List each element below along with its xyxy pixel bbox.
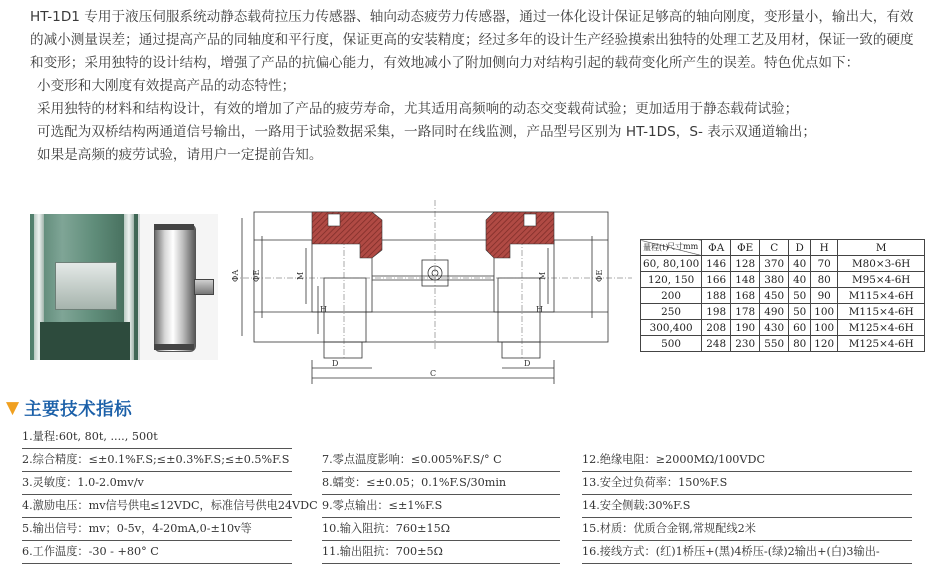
spec-item: 16.接线方式：(红)1桥压+(黑)4桥压-(绿)2输出+(白)3输出- (582, 541, 912, 564)
cell-value: 490 (760, 304, 789, 320)
table-header-row (641, 240, 925, 256)
cell-value: 208 (702, 320, 731, 336)
spec-row (22, 472, 912, 495)
label-phi-a: ΦA (231, 269, 240, 282)
cell-value: 550 (760, 336, 789, 352)
spec-row (22, 541, 912, 564)
label-phi-e-right: ΦE (595, 269, 604, 282)
cell-value: 40 (789, 272, 811, 288)
label-d-right: D (524, 359, 531, 368)
cell-value: 100 (811, 320, 838, 336)
spec-item: 11.输出阻抗：700±5Ω (322, 541, 560, 564)
cell-range: 200 (641, 288, 702, 304)
cell-range: 300,400 (641, 320, 702, 336)
feature-item: 采用独特的材料和结构设计，有效的增加了产品的疲劳寿命，尤其适用高频响的动态交变载荷试验；更加适用于静态载荷试验； (37, 101, 799, 117)
machine-crosshead (55, 262, 117, 310)
dimensions-table (640, 239, 925, 352)
label-d-left: D (332, 359, 339, 368)
column-header: M (838, 240, 925, 256)
sensor-photo (140, 214, 218, 360)
label-m-right: M (538, 271, 547, 280)
cell-value: M115×4-6H (838, 304, 925, 320)
cell-value: 380 (760, 272, 789, 288)
sensor-body (154, 224, 196, 352)
corner-bottom-label: 量程(t) (643, 243, 669, 252)
spec-list (22, 426, 912, 564)
column-header: H (811, 240, 838, 256)
cell-value: 120 (811, 336, 838, 352)
cell-value: 50 (789, 288, 811, 304)
spec-item: 1.量程:60t, 80t, ...., 500t (22, 426, 292, 449)
spec-item: 6.工作温度：-30 - +80° C (22, 541, 292, 564)
spec-item: 13.安全过负荷率：150%F.S (582, 472, 912, 495)
table-corner-cell (641, 240, 702, 256)
cell-value: 450 (760, 288, 789, 304)
sensor-outline (254, 212, 608, 342)
column-header: ΦA (702, 240, 731, 256)
spec-row (22, 426, 912, 449)
feature-item: 如果是高频的疲劳试验，请用户一定提前告知。 (37, 147, 323, 163)
table-row (641, 304, 925, 320)
table-row (641, 272, 925, 288)
cell-value: 190 (731, 320, 760, 336)
cell-value: 80 (811, 272, 838, 288)
cell-value: M95×4-6H (838, 272, 925, 288)
cell-value: M115×4-6H (838, 288, 925, 304)
spec-item: 4.激励电压：mv信号供电≤12VDC，标准信号供电24VDC (22, 495, 292, 518)
cell-value: 128 (731, 256, 760, 272)
cell-value: 188 (702, 288, 731, 304)
section-header (6, 396, 132, 420)
spec-item: 5.输出信号：mv；0-5v，4-20mA,0-±10v等 (22, 518, 292, 541)
left-section-hatch (312, 212, 382, 258)
intro-text (30, 6, 920, 167)
dimension-drawing (232, 200, 632, 385)
cell-value: 178 (731, 304, 760, 320)
cell-range: 120, 150 (641, 272, 702, 288)
column-header: ΦE (731, 240, 760, 256)
sensor-connector (194, 279, 214, 295)
label-phi-e-left: ΦE (252, 269, 261, 282)
triangle-down-icon: ▼ (6, 398, 20, 418)
cell-value: 100 (811, 304, 838, 320)
cell-value: 60 (789, 320, 811, 336)
spec-item: 12.绝缘电阻：≥2000MΩ/100VDC (582, 449, 912, 472)
cell-value: 168 (731, 288, 760, 304)
cell-value: 370 (760, 256, 789, 272)
cell-range: 250 (641, 304, 702, 320)
cell-value: 146 (702, 256, 731, 272)
cell-value: 230 (731, 336, 760, 352)
section-title: 主要技术指标 (24, 399, 133, 420)
label-m-left: M (296, 271, 305, 280)
spec-row (22, 449, 912, 472)
cell-value: 90 (811, 288, 838, 304)
cell-range: 500 (641, 336, 702, 352)
cell-value: M125×4-6H (838, 336, 925, 352)
cell-value: M80×3-6H (838, 256, 925, 272)
cell-value: 70 (811, 256, 838, 272)
test-machine-photo (30, 214, 138, 360)
label-h-right: H (536, 305, 543, 314)
cell-value: 198 (702, 304, 731, 320)
feature-item: 小变形和大刚度有效提高产品的动态特性； (37, 78, 296, 94)
spec-item: 2.综合精度：≤±0.1%F.S;≤±0.3%F.S;≤±0.5%F.S (22, 449, 292, 472)
spec-row (22, 495, 912, 518)
product-photo (30, 214, 218, 360)
spec-item: 8.蠕变：≤±0.05；0.1%F.S/30min (322, 472, 560, 495)
machine-base (40, 322, 130, 360)
column-header: D (789, 240, 811, 256)
spec-item: 7.零点温度影响：≤0.005%F.S/° C (322, 449, 560, 472)
corner-top-label: 尺寸mm (667, 242, 699, 251)
column-header: C (760, 240, 789, 256)
cell-value: 80 (789, 336, 811, 352)
feature-item: 可选配为双桥结构两通道信号输出，一路用于试验数据采集，一路同时在线监测，产品型号区别为 HT-1DS，S- 表示双通道输出； (37, 124, 816, 140)
spec-item: 14.安全侧载:30%F.S (582, 495, 912, 518)
table-row (641, 336, 925, 352)
cell-range: 60, 80,100 (641, 256, 702, 272)
label-h-left: H (320, 305, 327, 314)
cell-value: 166 (702, 272, 731, 288)
sensor-ring (154, 224, 194, 230)
intro-paragraph: HT-1D1 专用于液压伺服系统动静态载荷拉压力传感器、轴向动态疲劳力传感器，通过一体化设计保证足够高的轴向刚度，变形量小，输出大，有效的减小测量误差；通过提高产品的同轴度和平行度，保证更高的安装精度；经过多年的设计生产经验摸索出独特的处理工艺及用材，保证一致的硬度和变形；采用独特的设计结构，增强了产品的抗偏心能力，有效地减小了附加侧向力对结构引起的载荷变化所产生的误差。特色优点如下： (30, 9, 914, 71)
cell-value: 50 (789, 304, 811, 320)
spec-item: 15.材质：优质合金钢,常规配线2米 (582, 518, 912, 541)
spec-item: 3.灵敏度：1.0-2.0mv/v (22, 472, 292, 495)
spec-row (22, 518, 912, 541)
cell-value: 430 (760, 320, 789, 336)
table-row (641, 288, 925, 304)
label-c: C (430, 369, 437, 378)
right-section-hatch (486, 212, 554, 258)
spec-item: 10.输入阻抗：760±15Ω (322, 518, 560, 541)
table-row (641, 320, 925, 336)
cell-value: 148 (731, 272, 760, 288)
cell-value: 248 (702, 336, 731, 352)
table-row (641, 256, 925, 272)
cell-value: M125×4-6H (838, 320, 925, 336)
sensor-ring (154, 344, 194, 350)
spec-item: 9.零点输出：≤±1%F.S (322, 495, 560, 518)
cell-value: 40 (789, 256, 811, 272)
